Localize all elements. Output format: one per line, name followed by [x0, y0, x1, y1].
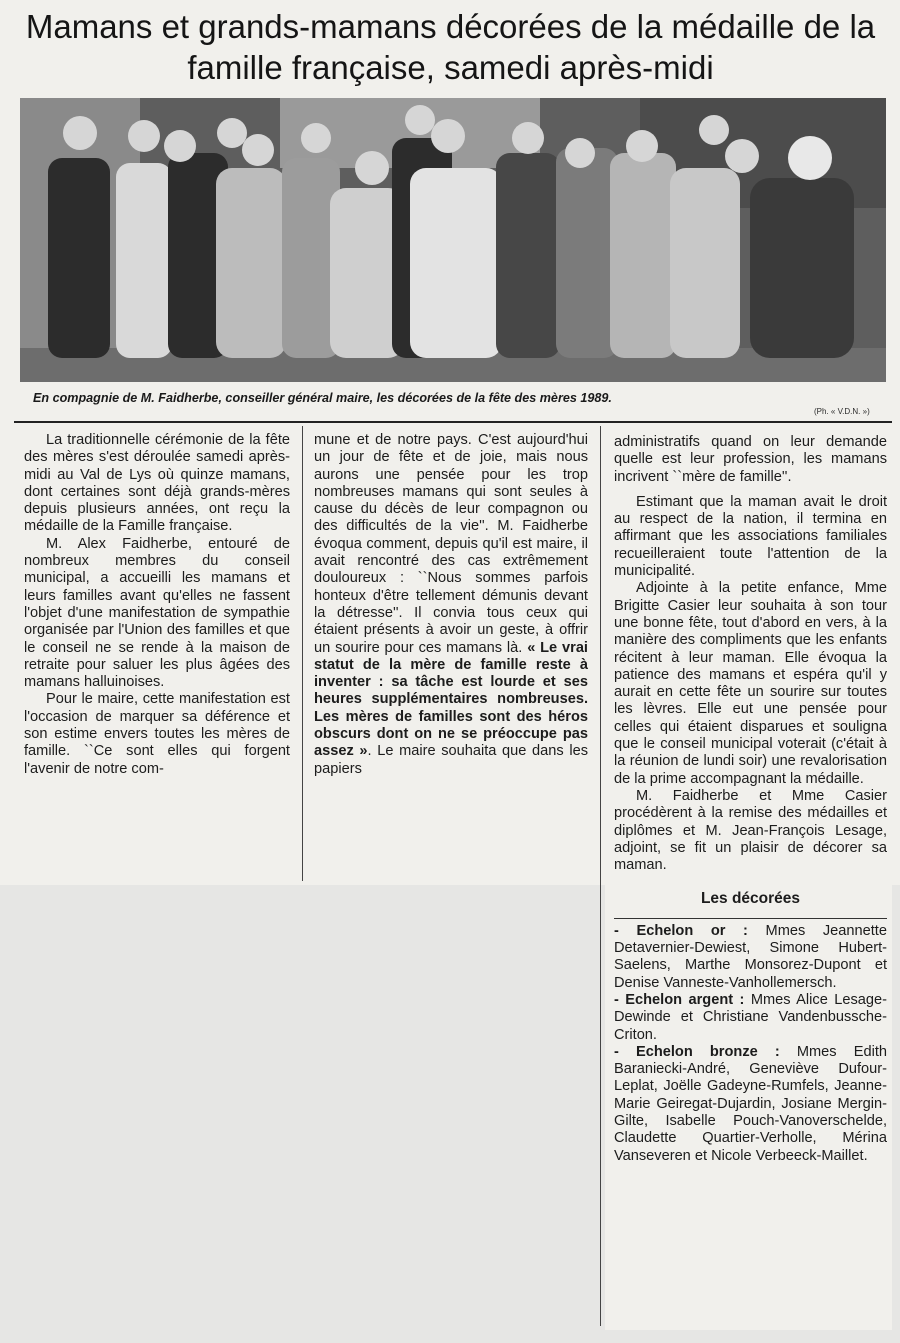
- group-photo: [20, 98, 886, 382]
- headline: Mamans et grands-mamans décorées de la médaille de la famille française, samedi après-midi: [25, 8, 876, 86]
- photo-caption: En compagnie de M. Faidherbe, conseiller général maire, les décorées de la fête des mères 1989.: [33, 391, 612, 405]
- echelon-names: Mmes Edith Baraniecki-André, Geneviève Dufour-Leplat, Joëlle Gadeyne-Rumfels, Jeanne-Marie Geiregat-Dujardin, Josiane Mergin-Gilte, Isabelle Pouch-Vanoverschelde, Claudette Quartier-Verholle, Mérina Vanseveren et Nicole Verbeeck-Maillet.: [614, 1043, 887, 1164]
- echelon-names: Mmes Jeannette Detavernier-Dewiest, Simone Hubert-Saelens, Marthe Monsorez-Dupont et Denise Vanneste-Vanhollemersch.: [614, 922, 887, 991]
- column-divider-1: [302, 426, 303, 881]
- paragraph-text: mune et de notre pays. C'est aujourd'hui un jour de fête et de joie, mais nous aurons une pensée pour les trop nombreuses mamans qui sont seules à cause du décès de leur compagnon ou des difficultés de la vie''. M. Faidherbe évoqua comment, depuis qu'il est maire, il avait rencontré des cas extrêmement douloureux : ``Nous sommes parfois honteux d'être tellement démunis devant la détresse''. Il convia tous ceux qui étaient présents à avoir un geste, à offrir un sourire pour ces mamans là.: [314, 432, 588, 656]
- list-item: [614, 923, 887, 992]
- echelon-label: - Echelon argent :: [614, 991, 745, 1008]
- paragraph-text: . Le maire souhaita que dans les papiers: [314, 743, 588, 777]
- list-item: [614, 1044, 887, 1165]
- article-column-3: [614, 434, 887, 1165]
- paragraph: Pour le maire, cette manifestation est l'occasion de marquer sa déférence et son estime envers toutes les mères de famille. ``Ce sont elles qui forgent l'avenir de notre com-: [24, 691, 290, 777]
- echelon-names: Mmes Alice Lesage-Dewinde et Christiane Vandenbussche-Criton.: [614, 991, 887, 1043]
- paragraph: La traditionnelle cérémonie de la fête des mères s'est déroulée samedi après-midi au Val de Lys où quinze mamans, dont certaines sont déjà grands-mères depuis plusieurs années, ont reçu la médaille de la Famille française.: [24, 432, 290, 535]
- article-column-1: [24, 432, 290, 778]
- bold-quote: « Le vrai statut de la mère de famille reste à inventer : sa tâche est lourde et ses heures supplémentaires nombreuses. Les mères de familles sont des héros obscurs dont on ne se préoccupe pas assez »: [314, 639, 588, 760]
- decorees-heading: Les décorées: [700, 890, 801, 908]
- paragraph: M. Faidherbe et Mme Casier procédèrent à la remise des médailles et diplômes et M. Jean-François Lesage, adjoint, se fit un plaisir de décorer sa maman.: [614, 787, 887, 874]
- paragraph: administratifs quand on leur demande quelle est leur profession, les mamans incrivent ``mère de famille''.: [614, 434, 887, 485]
- paragraph: Estimant que la maman avait le droit au respect de la nation, il termina en affirmant que les associations familiales recueilleraient toute l'attention de la municipalité.: [614, 493, 887, 580]
- decorees-list: [614, 923, 887, 1165]
- column-divider-2: [600, 426, 601, 1326]
- echelon-label: - Echelon bronze :: [614, 1043, 780, 1060]
- paragraph: [314, 432, 588, 778]
- group-photo-drawing: [20, 98, 886, 382]
- paragraph: Adjointe à la petite enfance, Mme Brigitte Casier leur souhaita à son tour une bonne fête, tout d'abord en vers, à la manière des compliments que les enfants récitent à leur maman. Elle évoqua la patience des mamans et espéra qu'il y aurait en cette fête un sourire sur toutes les lèvres. Elle eut une pensée pour celles qui étaient disparues et souligna que le conseil municipal voterait (c'était à la réunion de lundi soir) une revalorisation de la prime accompagnant la médaille.: [614, 580, 887, 787]
- top-rule: [14, 421, 892, 423]
- article-column-2: [314, 432, 588, 778]
- paragraph: M. Alex Faidherbe, entouré de nombreux membres du conseil municipal, a accueilli les mamans et leurs familles avant qu'elles ne fassent l'objet d'une manifestation de sympathie organisée par l'Union des familles et que le conseil ne se rende à la maison de retraite pour saluer les plus âgées des mamans halluinoises.: [24, 535, 290, 691]
- photo-credit: (Ph. « V.D.N. »): [814, 407, 870, 416]
- decorees-rule: [614, 918, 887, 919]
- list-item: [614, 992, 887, 1044]
- echelon-label: - Echelon or :: [614, 922, 748, 939]
